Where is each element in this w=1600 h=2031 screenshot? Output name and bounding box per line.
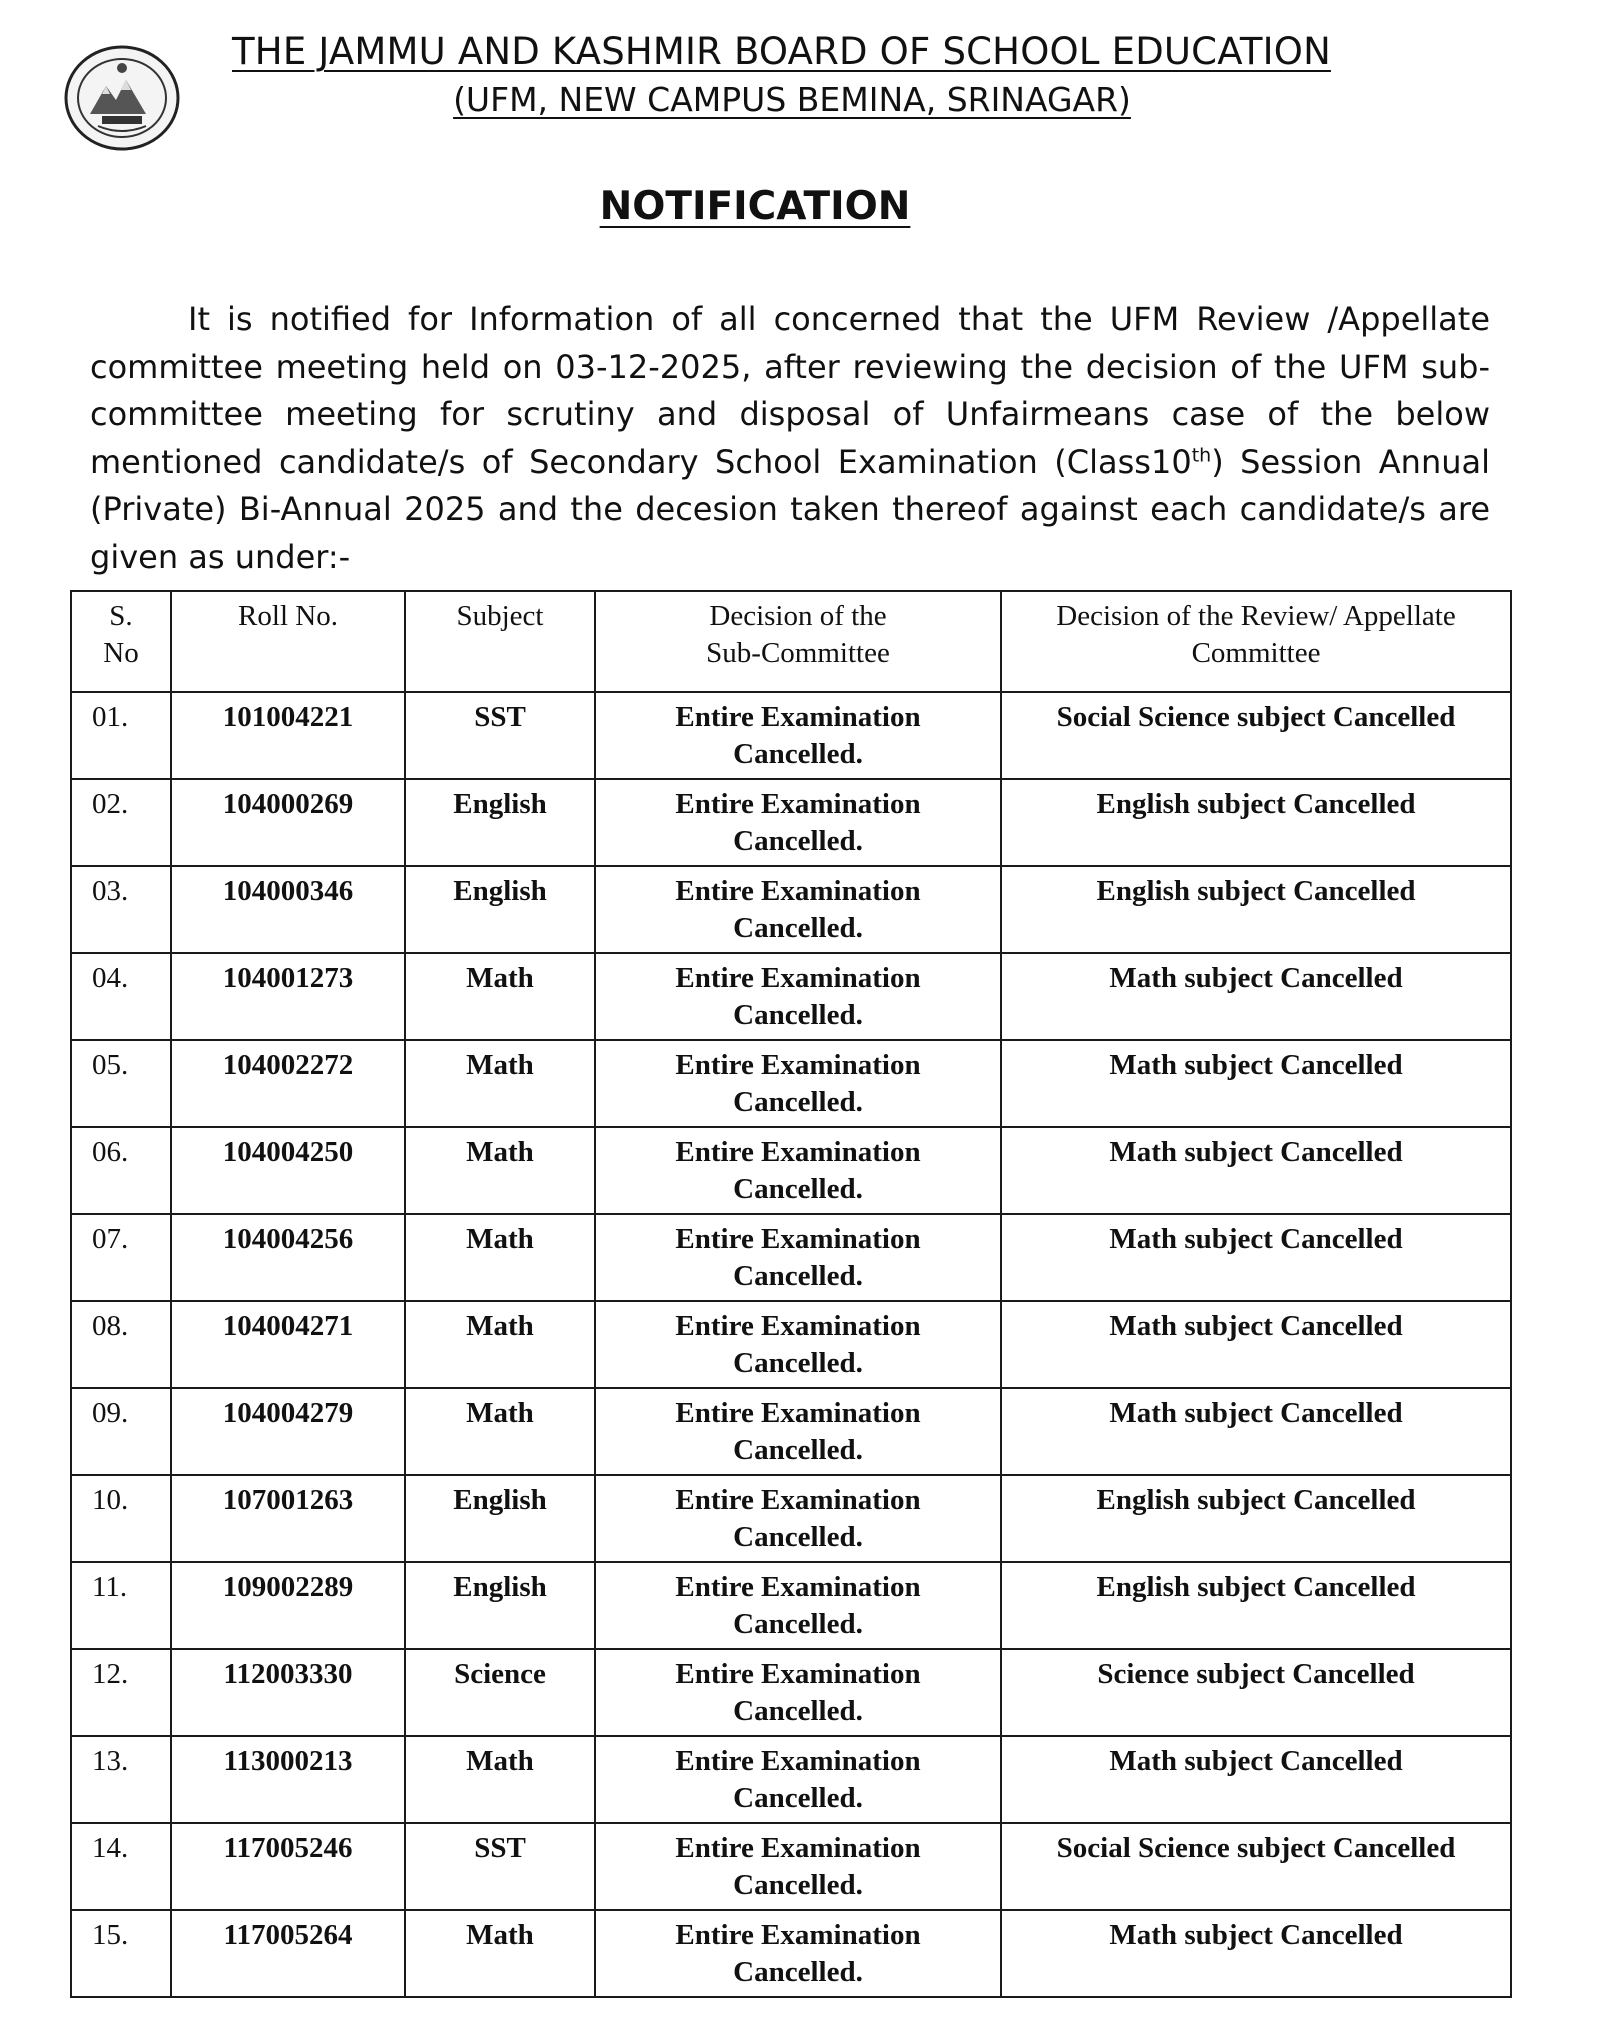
paragraph-text-end: ) Session Annual (Private) Bi-Annual 2025 and the decesion taken thereof against each candidate/s are given as under:- bbox=[90, 442, 1490, 576]
table-row bbox=[71, 1649, 1511, 1736]
cell-review-committee-decision: Science subject Cancelled bbox=[1001, 1649, 1511, 1736]
table-header-row bbox=[71, 591, 1511, 692]
cell-sno: 01. bbox=[71, 692, 171, 779]
cell-roll-no: 112003330 bbox=[171, 1649, 405, 1736]
cell-sno: 10. bbox=[71, 1475, 171, 1562]
cell-review-committee-decision: English subject Cancelled bbox=[1001, 866, 1511, 953]
cell-review-committee-decision: Math subject Cancelled bbox=[1001, 1910, 1511, 1997]
header-sub-committee-decision: Decision of the Sub-Committee bbox=[595, 591, 1001, 692]
cell-sub-committee-decision: Entire Examination Cancelled. bbox=[595, 1823, 1001, 1910]
table-row bbox=[71, 1910, 1511, 1997]
table-row bbox=[71, 953, 1511, 1040]
cell-subject: English bbox=[405, 1562, 595, 1649]
cell-sno: 05. bbox=[71, 1040, 171, 1127]
cell-sub-committee-decision: Entire Examination Cancelled. bbox=[595, 953, 1001, 1040]
notification-heading: NOTIFICATION bbox=[599, 184, 911, 229]
table-row bbox=[71, 1388, 1511, 1475]
cell-roll-no: 109002289 bbox=[171, 1562, 405, 1649]
cell-roll-no: 113000213 bbox=[171, 1736, 405, 1823]
cell-review-committee-decision: English subject Cancelled bbox=[1001, 1475, 1511, 1562]
table-row bbox=[71, 692, 1511, 779]
cell-subject: Math bbox=[405, 1388, 595, 1475]
cell-review-committee-decision: Math subject Cancelled bbox=[1001, 1388, 1511, 1475]
cell-sno: 11. bbox=[71, 1562, 171, 1649]
header-sno: S. No bbox=[71, 591, 171, 692]
cell-roll-no: 117005264 bbox=[171, 1910, 405, 1997]
table-row bbox=[71, 1475, 1511, 1562]
cell-sub-committee-decision: Entire Examination Cancelled. bbox=[595, 1649, 1001, 1736]
table-row bbox=[71, 1736, 1511, 1823]
cell-sub-committee-decision: Entire Examination Cancelled. bbox=[595, 1910, 1001, 1997]
cell-sno: 09. bbox=[71, 1388, 171, 1475]
cell-sno: 02. bbox=[71, 779, 171, 866]
cell-roll-no: 104000346 bbox=[171, 866, 405, 953]
cell-sub-committee-decision: Entire Examination Cancelled. bbox=[595, 1475, 1001, 1562]
table-row bbox=[71, 866, 1511, 953]
table-row bbox=[71, 1823, 1511, 1910]
cell-sno: 04. bbox=[71, 953, 171, 1040]
cell-subject: Math bbox=[405, 1910, 595, 1997]
cell-review-committee-decision: Math subject Cancelled bbox=[1001, 953, 1511, 1040]
cell-sno: 12. bbox=[71, 1649, 171, 1736]
cell-review-committee-decision: Social Science subject Cancelled bbox=[1001, 692, 1511, 779]
cell-sno: 03. bbox=[71, 866, 171, 953]
table-row bbox=[71, 1127, 1511, 1214]
org-title: THE JAMMU AND KASHMIR BOARD OF SCHOOL EDUCATION bbox=[232, 30, 1331, 73]
header-review-committee-decision: Decision of the Review/ Appellate Committee bbox=[1001, 591, 1511, 692]
cell-sub-committee-decision: Entire Examination Cancelled. bbox=[595, 1127, 1001, 1214]
cell-sub-committee-decision: Entire Examination Cancelled. bbox=[595, 1214, 1001, 1301]
table-row bbox=[71, 1214, 1511, 1301]
cell-sub-committee-decision: Entire Examination Cancelled. bbox=[595, 1040, 1001, 1127]
header-subject: Subject bbox=[405, 591, 595, 692]
cell-review-committee-decision: Math subject Cancelled bbox=[1001, 1214, 1511, 1301]
cell-roll-no: 101004221 bbox=[171, 692, 405, 779]
cell-sub-committee-decision: Entire Examination Cancelled. bbox=[595, 779, 1001, 866]
cell-subject: Math bbox=[405, 953, 595, 1040]
table-row bbox=[71, 779, 1511, 866]
cell-subject: Math bbox=[405, 1040, 595, 1127]
table-row bbox=[71, 1040, 1511, 1127]
cell-subject: English bbox=[405, 1475, 595, 1562]
cell-roll-no: 104004256 bbox=[171, 1214, 405, 1301]
cell-review-committee-decision: English subject Cancelled bbox=[1001, 779, 1511, 866]
cell-review-committee-decision: English subject Cancelled bbox=[1001, 1562, 1511, 1649]
table-row bbox=[71, 1301, 1511, 1388]
cell-subject: SST bbox=[405, 692, 595, 779]
superscript-th: th bbox=[1191, 443, 1212, 466]
cell-subject: Math bbox=[405, 1127, 595, 1214]
cell-roll-no: 104002272 bbox=[171, 1040, 405, 1127]
cell-subject: English bbox=[405, 779, 595, 866]
cell-review-committee-decision: Math subject Cancelled bbox=[1001, 1040, 1511, 1127]
cell-sub-committee-decision: Entire Examination Cancelled. bbox=[595, 866, 1001, 953]
cell-sub-committee-decision: Entire Examination Cancelled. bbox=[595, 1301, 1001, 1388]
org-subtitle: (UFM, NEW CAMPUS BEMINA, SRINAGAR) bbox=[453, 80, 1131, 119]
cell-sub-committee-decision: Entire Examination Cancelled. bbox=[595, 1562, 1001, 1649]
cell-sub-committee-decision: Entire Examination Cancelled. bbox=[595, 1736, 1001, 1823]
cell-sno: 07. bbox=[71, 1214, 171, 1301]
cell-subject: Science bbox=[405, 1649, 595, 1736]
cell-roll-no: 104001273 bbox=[171, 953, 405, 1040]
cell-review-committee-decision: Math subject Cancelled bbox=[1001, 1127, 1511, 1214]
cell-sub-committee-decision: Entire Examination Cancelled. bbox=[595, 692, 1001, 779]
cell-subject: SST bbox=[405, 1823, 595, 1910]
cell-sno: 14. bbox=[71, 1823, 171, 1910]
board-seal-logo bbox=[62, 44, 182, 152]
cell-sno: 06. bbox=[71, 1127, 171, 1214]
cell-subject: English bbox=[405, 866, 595, 953]
cell-roll-no: 104004250 bbox=[171, 1127, 405, 1214]
cell-roll-no: 107001263 bbox=[171, 1475, 405, 1562]
paragraph-text-start: It is notified for Information of all concerned that the UFM Review /Appellate committee meeting held on 03-12-2025, after reviewing the decision of the UFM sub-committee meeting for scrutiny and disposal of Unfairmeans case of the below mentioned candidate/s of Secondary School Examination (Class10 bbox=[90, 300, 1490, 481]
cell-roll-no: 104004271 bbox=[171, 1301, 405, 1388]
cell-sub-committee-decision: Entire Examination Cancelled. bbox=[595, 1388, 1001, 1475]
cell-review-committee-decision: Math subject Cancelled bbox=[1001, 1301, 1511, 1388]
cell-subject: Math bbox=[405, 1736, 595, 1823]
cell-roll-no: 117005246 bbox=[171, 1823, 405, 1910]
cell-subject: Math bbox=[405, 1214, 595, 1301]
cell-roll-no: 104004279 bbox=[171, 1388, 405, 1475]
cell-sno: 08. bbox=[71, 1301, 171, 1388]
header-roll-no: Roll No. bbox=[171, 591, 405, 692]
cell-roll-no: 104000269 bbox=[171, 779, 405, 866]
ufm-decisions-table bbox=[70, 590, 1512, 1998]
cell-sno: 15. bbox=[71, 1910, 171, 1997]
cell-review-committee-decision: Social Science subject Cancelled bbox=[1001, 1823, 1511, 1910]
cell-review-committee-decision: Math subject Cancelled bbox=[1001, 1736, 1511, 1823]
notification-paragraph bbox=[90, 296, 1490, 581]
cell-subject: Math bbox=[405, 1301, 595, 1388]
table-row bbox=[71, 1562, 1511, 1649]
cell-sno: 13. bbox=[71, 1736, 171, 1823]
